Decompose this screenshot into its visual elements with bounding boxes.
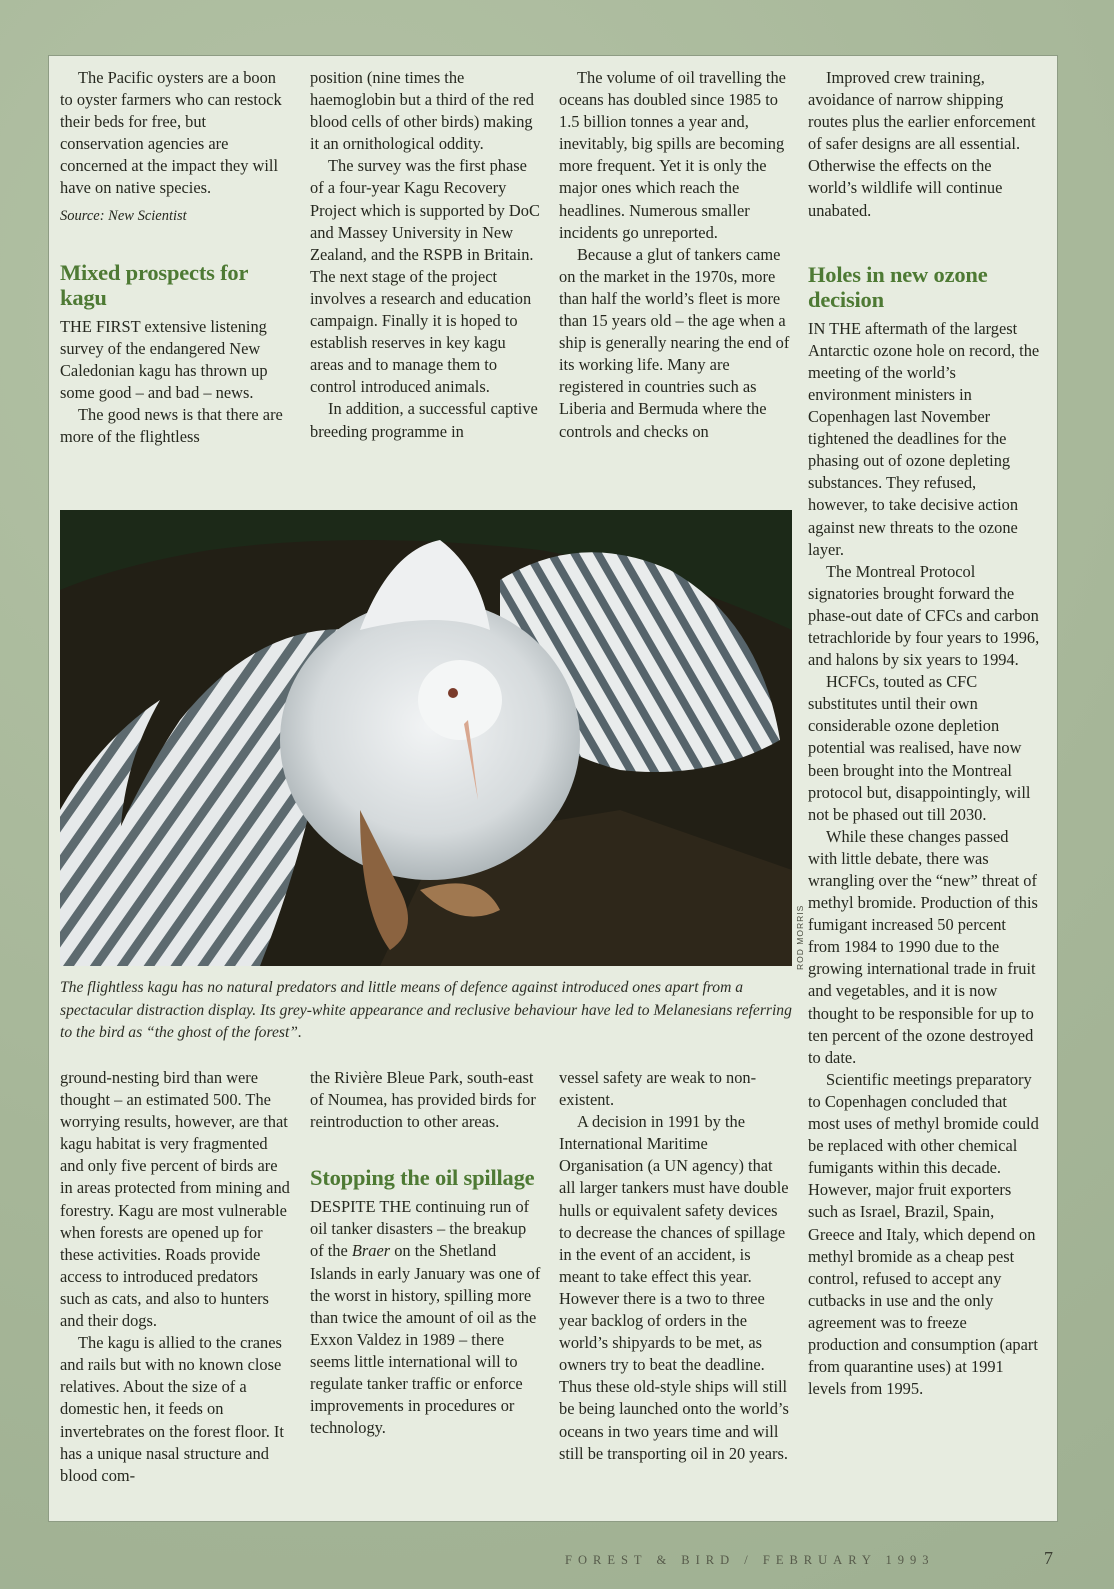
column-1-bottom bbox=[60, 1067, 292, 1487]
body-paragraph: Because a glut of tankers came on the market in the 1970s, more than half the world’s fleet is more than 15 years old – the age when a ship is generally nearing the end of its working life. Many are registered in countries such as Liberia and Bermuda where the controls and checks on bbox=[559, 244, 790, 441]
body-paragraph: A decision in 1991 by the International Maritime Organisation (a UN agency) that all larger tankers must have double hulls or equivalent safety devices to decrease the chances of spillage in the event of an accident, is meant to take effect this year. However there is a two to three year backlog of orders in the world’s shipyards to be met, as owners try to beat the deadline. Thus these old-style ships will still be being launched onto the world’s oceans in two years time and will still be transporting oil in 20 years. bbox=[559, 1112, 789, 1463]
body-paragraph: the Rivière Bleue Park, south-east of Noumea, has provided birds for reintroduction to other areas. bbox=[310, 1068, 536, 1132]
running-footer: FOREST & BIRD / FEBRUARY 1993 bbox=[565, 1553, 935, 1567]
body-paragraph: HCFCs, touted as CFC substitutes until their own considerable ozone depletion potential was realised, have now been brought into the Montreal protocol but, disappointingly, will not be phased out till 2030. bbox=[808, 672, 1031, 824]
text-fragment: on the Shetland Islands in early January was one of the worst in history, spilling more than twice the amount of oil as the Exxon Valdez in 1989 – there seems little international will to regulate tanker traffic or enforce improvements in procedures or technology. bbox=[310, 1241, 541, 1438]
body-paragraph: The survey was the first phase of a four-year Kagu Recovery Project which is supported by DoC and Massey University in New Zealand, and the RSPB in Britain. The next stage of the project involves a research and education campaign. Finally it is hoped to establish reserves in key kagu areas and to manage them to control introduced animals. bbox=[310, 156, 540, 397]
column-2-top bbox=[310, 67, 542, 443]
body-paragraph: position (nine times the haemoglobin but a third of the red blood cells of other birds) making it an ornithological oddity. bbox=[310, 68, 534, 154]
source-credit: Source: New Scientist bbox=[60, 207, 187, 224]
body-paragraph: THE FIRST extensive listening survey of the endangered New Caledonian kagu has thrown up some good – and bad – news. bbox=[60, 316, 268, 402]
body-paragraph bbox=[310, 1196, 542, 1439]
body-paragraph: The Pacific oysters are a boon to oyster farmers who can restock their beds for free, but conservation agencies are concerned at the impact they will have on native species. bbox=[60, 68, 282, 198]
kagu-photo bbox=[60, 510, 792, 966]
body-paragraph: IN THE aftermath of the largest Antarctic ozone hole on record, the meeting of the world’s environment ministers in Copenhagen last November tightened the deadlines for the phasing out of ozone depleting substances. They refused, however, to take decisive action against new threats to the ozone layer. bbox=[808, 318, 1040, 559]
article-heading-oil: Stopping the oil spillage bbox=[310, 1165, 535, 1191]
body-paragraph: While these changes passed with little debate, there was wrangling over the “new” threat of methyl bromide. Production of this fumigant increased 50 percent from 1984 to 1990 due to the growing international trade in fruit and vegetables, and it is now thought to be responsible for up to ten percent of the ozone destroyed to date. bbox=[808, 826, 1038, 1067]
body-paragraph: The kagu is allied to the cranes and rails but with no known close relatives. About the size of a domestic hen, it feeds on invertebrates on the forest floor. It has a unique nasal structure and blood com- bbox=[60, 1333, 284, 1485]
photo-caption: The flightless kagu has no natural predators and little means of defence against introduced ones apart from a spectacular distraction display. Its grey-white appearance and reclusive behaviour have led to Melanesians referring to the bird as “the ghost of the forest”. bbox=[60, 979, 792, 1042]
body-paragraph: In addition, a successful captive breeding programme in bbox=[310, 399, 538, 441]
body-paragraph: vessel safety are weak to non-existent. bbox=[559, 1068, 757, 1110]
body-paragraph: The volume of oil travelling the oceans has doubled since 1985 to 1.5 billion tonnes a year and, inevitably, big spills are becoming more frequent. Yet it is only the major ones which reach the headlines. Numerous smaller incidents go unreported. bbox=[559, 68, 786, 242]
ship-name: Braer bbox=[351, 1241, 391, 1261]
column-3-bottom bbox=[559, 1067, 791, 1465]
column-3-top bbox=[559, 67, 791, 443]
column-2-bottom bbox=[310, 1067, 542, 1439]
column-4 bbox=[808, 67, 1040, 1400]
text-fragment: DESPITE THE continuing run of oil tanker disasters – the breakup of the bbox=[310, 1197, 530, 1261]
kagu-illustration bbox=[60, 510, 792, 966]
photo-credit: ROD MORRIS bbox=[795, 904, 805, 970]
body-paragraph: Scientific meetings preparatory to Copenhagen concluded that most uses of methyl bromide could be replaced with other chemical fumigants within this decade. However, major fruit exporters such as Israel, Brazil, Spain, Greece and Italy, which depend on methyl bromide as a cheap pest control, refused to accept any cutbacks in use and the only agreement was to freeze production and consumption (apart from quarantine uses) at 1991 levels from 1995. bbox=[808, 1069, 1039, 1399]
column-1-top bbox=[60, 67, 292, 448]
body-paragraph: ground-nesting bird than were thought – an estimated 500. The worrying results, however, are that kagu habitat is very fragmented and only five percent of birds are in areas protected from mining and forestry. Kagu are most vulnerable when forests are opened up for these activities. Roads provide access to introduced predators such as cats, and also to hunters and their dogs. bbox=[60, 1068, 290, 1331]
article-heading-ozone: Holes in new ozone decision bbox=[808, 261, 988, 312]
article-heading-kagu: Mixed prospects for kagu bbox=[60, 259, 248, 310]
body-paragraph: The good news is that there are more of the flightless bbox=[60, 405, 283, 447]
body-paragraph: Improved crew training, avoidance of narrow shipping routes plus the earlier enforcement of safer designs are all essential. Otherwise the effects on the world’s wildlife will continue unabated. bbox=[808, 68, 1036, 220]
body-paragraph: The Montreal Protocol signatories brought forward the phase-out date of CFCs and carbon tetrachloride by four years to 1996, and halons by six years to 1994. bbox=[808, 561, 1040, 670]
page-number: 7 bbox=[1044, 1548, 1053, 1568]
